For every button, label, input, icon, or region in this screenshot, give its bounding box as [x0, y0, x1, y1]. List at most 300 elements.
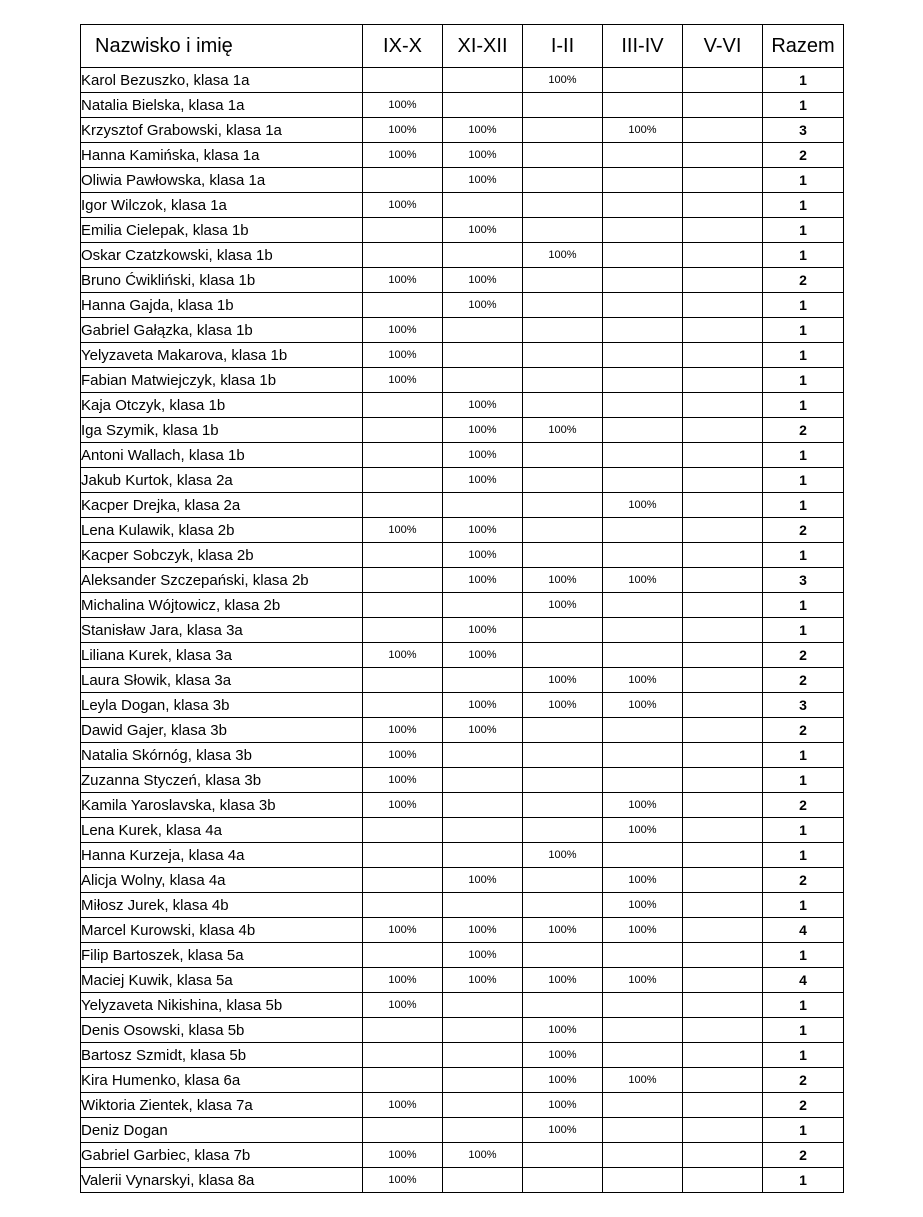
period-cell: 100%: [523, 1118, 603, 1143]
period-cell: [603, 293, 683, 318]
period-cell: [523, 493, 603, 518]
student-name-cell: Miłosz Jurek, klasa 4b: [81, 893, 363, 918]
period-cell: [523, 218, 603, 243]
period-cell: [683, 443, 763, 468]
table-row: [81, 1068, 844, 1093]
table-row: [81, 543, 844, 568]
table-row: [81, 893, 844, 918]
total-cell: 1: [763, 818, 844, 843]
total-cell: 1: [763, 893, 844, 918]
total-cell: 4: [763, 968, 844, 993]
period-cell: 100%: [363, 743, 443, 768]
period-cell: [683, 1093, 763, 1118]
total-cell: 2: [763, 1068, 844, 1093]
table-row: [81, 793, 844, 818]
period-cell: [443, 818, 523, 843]
period-cell: [363, 293, 443, 318]
total-cell: 2: [763, 718, 844, 743]
student-name-cell: Karol Bezuszko, klasa 1a: [81, 68, 363, 93]
period-cell: [603, 718, 683, 743]
period-cell: [363, 1018, 443, 1043]
period-cell: [443, 1018, 523, 1043]
period-cell: 100%: [443, 293, 523, 318]
period-cell: [603, 1143, 683, 1168]
table-row: [81, 668, 844, 693]
total-cell: 1: [763, 618, 844, 643]
total-cell: 2: [763, 793, 844, 818]
period-cell: 100%: [523, 1093, 603, 1118]
student-name-cell: Kacper Sobczyk, klasa 2b: [81, 543, 363, 568]
student-name-cell: Oskar Czatzkowski, klasa 1b: [81, 243, 363, 268]
period-cell: [683, 518, 763, 543]
period-cell: 100%: [523, 418, 603, 443]
period-cell: 100%: [443, 643, 523, 668]
period-cell: [603, 943, 683, 968]
student-name-cell: Hanna Kurzeja, klasa 4a: [81, 843, 363, 868]
header-row: [81, 25, 844, 68]
period-cell: 100%: [363, 718, 443, 743]
period-cell: [523, 818, 603, 843]
table-row: [81, 418, 844, 443]
total-cell: 1: [763, 293, 844, 318]
period-cell: [603, 168, 683, 193]
period-cell: 100%: [523, 1068, 603, 1093]
period-cell: [523, 143, 603, 168]
period-cell: [443, 68, 523, 93]
table-row: [81, 843, 844, 868]
student-name-cell: Natalia Bielska, klasa 1a: [81, 93, 363, 118]
period-cell: [523, 168, 603, 193]
period-cell: [683, 1118, 763, 1143]
total-cell: 1: [763, 1043, 844, 1068]
period-cell: [683, 143, 763, 168]
total-cell: 2: [763, 1093, 844, 1118]
period-cell: 100%: [363, 993, 443, 1018]
total-cell: 2: [763, 868, 844, 893]
period-cell: [443, 893, 523, 918]
period-cell: [363, 243, 443, 268]
period-cell: 100%: [363, 93, 443, 118]
period-cell: [363, 443, 443, 468]
table-row: [81, 993, 844, 1018]
header-v-vi: V-VI: [683, 25, 763, 68]
student-name-cell: Natalia Skórnóg, klasa 3b: [81, 743, 363, 768]
period-cell: [443, 1093, 523, 1118]
period-cell: 100%: [523, 843, 603, 868]
period-cell: [603, 993, 683, 1018]
period-cell: [603, 1018, 683, 1043]
table-row: [81, 293, 844, 318]
period-cell: [683, 818, 763, 843]
header-xi-xii: XI-XII: [443, 25, 523, 68]
period-cell: [363, 568, 443, 593]
period-cell: 100%: [363, 643, 443, 668]
period-cell: 100%: [363, 343, 443, 368]
period-cell: 100%: [363, 768, 443, 793]
table-row: [81, 343, 844, 368]
period-cell: 100%: [523, 918, 603, 943]
period-cell: [683, 368, 763, 393]
period-cell: [523, 893, 603, 918]
table-row: [81, 918, 844, 943]
period-cell: [683, 318, 763, 343]
period-cell: [523, 618, 603, 643]
student-name-cell: Michalina Wójtowicz, klasa 2b: [81, 593, 363, 618]
table-row: [81, 868, 844, 893]
period-cell: [443, 343, 523, 368]
period-cell: [603, 543, 683, 568]
period-cell: [683, 843, 763, 868]
table-row: [81, 768, 844, 793]
total-cell: 1: [763, 68, 844, 93]
period-cell: [683, 1018, 763, 1043]
table-row: [81, 1168, 844, 1193]
period-cell: [363, 543, 443, 568]
student-name-cell: Gabriel Gałązka, klasa 1b: [81, 318, 363, 343]
period-cell: 100%: [603, 693, 683, 718]
student-name-cell: Deniz Dogan: [81, 1118, 363, 1143]
period-cell: [443, 1043, 523, 1068]
period-cell: 100%: [523, 1018, 603, 1043]
period-cell: [363, 668, 443, 693]
table-row: [81, 943, 844, 968]
period-cell: 100%: [363, 793, 443, 818]
period-cell: [603, 318, 683, 343]
period-cell: [683, 418, 763, 443]
period-cell: [683, 768, 763, 793]
period-cell: [363, 893, 443, 918]
student-name-cell: Hanna Gajda, klasa 1b: [81, 293, 363, 318]
period-cell: [683, 268, 763, 293]
period-cell: [363, 843, 443, 868]
total-cell: 1: [763, 493, 844, 518]
header-name: Nazwisko i imię: [81, 25, 363, 68]
total-cell: 1: [763, 593, 844, 618]
period-cell: [683, 1143, 763, 1168]
table-row: [81, 268, 844, 293]
period-cell: [683, 868, 763, 893]
table-row: [81, 618, 844, 643]
total-cell: 1: [763, 393, 844, 418]
period-cell: 100%: [443, 943, 523, 968]
student-name-cell: Lena Kulawik, klasa 2b: [81, 518, 363, 543]
total-cell: 1: [763, 743, 844, 768]
period-cell: [683, 343, 763, 368]
period-cell: [603, 93, 683, 118]
period-cell: 100%: [443, 693, 523, 718]
period-cell: [443, 493, 523, 518]
period-cell: 100%: [603, 818, 683, 843]
period-cell: 100%: [363, 118, 443, 143]
period-cell: [683, 1043, 763, 1068]
period-cell: [683, 118, 763, 143]
period-cell: [443, 1168, 523, 1193]
student-name-cell: Valerii Vynarskyi, klasa 8a: [81, 1168, 363, 1193]
period-cell: [523, 793, 603, 818]
total-cell: 1: [763, 218, 844, 243]
table-row: [81, 143, 844, 168]
student-name-cell: Oliwia Pawłowska, klasa 1a: [81, 168, 363, 193]
period-cell: 100%: [443, 1143, 523, 1168]
student-name-cell: Yelyzaveta Nikishina, klasa 5b: [81, 993, 363, 1018]
total-cell: 2: [763, 1143, 844, 1168]
table-row: [81, 518, 844, 543]
period-cell: [683, 993, 763, 1018]
student-name-cell: Zuzanna Styczeń, klasa 3b: [81, 768, 363, 793]
student-name-cell: Wiktoria Zientek, klasa 7a: [81, 1093, 363, 1118]
student-name-cell: Yelyzaveta Makarova, klasa 1b: [81, 343, 363, 368]
period-cell: [523, 943, 603, 968]
period-cell: 100%: [443, 518, 523, 543]
period-cell: 100%: [363, 1093, 443, 1118]
period-cell: [603, 343, 683, 368]
total-cell: 4: [763, 918, 844, 943]
period-cell: [683, 168, 763, 193]
period-cell: 100%: [443, 918, 523, 943]
period-cell: 100%: [363, 318, 443, 343]
period-cell: 100%: [603, 893, 683, 918]
period-cell: [683, 643, 763, 668]
period-cell: [683, 493, 763, 518]
period-cell: [523, 293, 603, 318]
period-cell: 100%: [523, 668, 603, 693]
period-cell: 100%: [363, 368, 443, 393]
period-cell: [443, 93, 523, 118]
period-cell: 100%: [443, 118, 523, 143]
period-cell: [603, 143, 683, 168]
student-name-cell: Kaja Otczyk, klasa 1b: [81, 393, 363, 418]
period-cell: 100%: [363, 268, 443, 293]
period-cell: [683, 243, 763, 268]
period-cell: [683, 293, 763, 318]
table-row: [81, 368, 844, 393]
period-cell: [603, 618, 683, 643]
attendance-table: [80, 24, 844, 1193]
period-cell: 100%: [363, 1143, 443, 1168]
period-cell: [603, 418, 683, 443]
table-row: [81, 1093, 844, 1118]
student-name-cell: Iga Szymik, klasa 1b: [81, 418, 363, 443]
student-name-cell: Alicja Wolny, klasa 4a: [81, 868, 363, 893]
period-cell: [363, 468, 443, 493]
period-cell: [523, 518, 603, 543]
period-cell: [603, 393, 683, 418]
student-name-cell: Antoni Wallach, klasa 1b: [81, 443, 363, 468]
student-name-cell: Aleksander Szczepański, klasa 2b: [81, 568, 363, 593]
period-cell: [363, 218, 443, 243]
period-cell: 100%: [443, 393, 523, 418]
student-name-cell: Leyla Dogan, klasa 3b: [81, 693, 363, 718]
student-name-cell: Laura Słowik, klasa 3a: [81, 668, 363, 693]
total-cell: 1: [763, 1168, 844, 1193]
period-cell: [683, 693, 763, 718]
period-cell: [523, 868, 603, 893]
period-cell: [683, 718, 763, 743]
period-cell: 100%: [443, 968, 523, 993]
period-cell: [683, 543, 763, 568]
period-cell: 100%: [443, 468, 523, 493]
total-cell: 2: [763, 268, 844, 293]
period-cell: [683, 68, 763, 93]
student-name-cell: Jakub Kurtok, klasa 2a: [81, 468, 363, 493]
period-cell: 100%: [603, 568, 683, 593]
total-cell: 3: [763, 693, 844, 718]
student-name-cell: Liliana Kurek, klasa 3a: [81, 643, 363, 668]
period-cell: 100%: [363, 143, 443, 168]
period-cell: [523, 1143, 603, 1168]
period-cell: [523, 268, 603, 293]
period-cell: [603, 743, 683, 768]
total-cell: 1: [763, 1118, 844, 1143]
period-cell: [523, 468, 603, 493]
total-cell: 1: [763, 943, 844, 968]
period-cell: 100%: [603, 793, 683, 818]
total-cell: 1: [763, 368, 844, 393]
period-cell: 100%: [523, 1043, 603, 1068]
total-cell: 2: [763, 143, 844, 168]
period-cell: [363, 393, 443, 418]
period-cell: [523, 343, 603, 368]
period-cell: [363, 418, 443, 443]
period-cell: [443, 593, 523, 618]
period-cell: 100%: [443, 143, 523, 168]
period-cell: [363, 693, 443, 718]
total-cell: 2: [763, 518, 844, 543]
period-cell: [523, 393, 603, 418]
period-cell: [363, 168, 443, 193]
period-cell: [523, 543, 603, 568]
period-cell: [523, 443, 603, 468]
table-row: [81, 443, 844, 468]
total-cell: 1: [763, 243, 844, 268]
period-cell: [603, 843, 683, 868]
period-cell: 100%: [603, 918, 683, 943]
total-cell: 1: [763, 843, 844, 868]
period-cell: [683, 918, 763, 943]
table-row: [81, 1143, 844, 1168]
period-cell: [363, 593, 443, 618]
period-cell: [683, 668, 763, 693]
period-cell: [443, 193, 523, 218]
table-row: [81, 693, 844, 718]
period-cell: 100%: [443, 443, 523, 468]
total-cell: 1: [763, 443, 844, 468]
period-cell: [363, 818, 443, 843]
period-cell: [523, 743, 603, 768]
period-cell: 100%: [603, 668, 683, 693]
period-cell: [603, 268, 683, 293]
period-cell: 100%: [443, 868, 523, 893]
header-iii-iv: III-IV: [603, 25, 683, 68]
table-row: [81, 468, 844, 493]
period-cell: 100%: [603, 1068, 683, 1093]
total-cell: 1: [763, 193, 844, 218]
period-cell: [683, 968, 763, 993]
period-cell: [363, 868, 443, 893]
period-cell: [683, 468, 763, 493]
period-cell: [603, 1118, 683, 1143]
period-cell: 100%: [443, 718, 523, 743]
period-cell: [683, 93, 763, 118]
student-name-cell: Stanisław Jara, klasa 3a: [81, 618, 363, 643]
period-cell: 100%: [443, 268, 523, 293]
period-cell: [443, 318, 523, 343]
period-cell: [603, 368, 683, 393]
student-name-cell: Kira Humenko, klasa 6a: [81, 1068, 363, 1093]
table-row: [81, 193, 844, 218]
period-cell: [523, 368, 603, 393]
table-row: [81, 743, 844, 768]
table-row: [81, 718, 844, 743]
student-name-cell: Lena Kurek, klasa 4a: [81, 818, 363, 843]
period-cell: [603, 1093, 683, 1118]
period-cell: [443, 668, 523, 693]
period-cell: [523, 1168, 603, 1193]
student-name-cell: Marcel Kurowski, klasa 4b: [81, 918, 363, 943]
period-cell: [603, 1043, 683, 1068]
period-cell: [363, 943, 443, 968]
period-cell: [363, 493, 443, 518]
table-row: [81, 493, 844, 518]
total-cell: 1: [763, 993, 844, 1018]
period-cell: 100%: [523, 593, 603, 618]
period-cell: 100%: [603, 493, 683, 518]
period-cell: [443, 768, 523, 793]
period-cell: [523, 318, 603, 343]
period-cell: [603, 443, 683, 468]
student-name-cell: Kacper Drejka, klasa 2a: [81, 493, 363, 518]
student-name-cell: Emilia Cielepak, klasa 1b: [81, 218, 363, 243]
period-cell: [683, 193, 763, 218]
period-cell: [603, 518, 683, 543]
table-row: [81, 1043, 844, 1068]
period-cell: [603, 468, 683, 493]
total-cell: 1: [763, 768, 844, 793]
period-cell: [683, 1168, 763, 1193]
period-cell: [683, 618, 763, 643]
period-cell: [363, 1043, 443, 1068]
total-cell: 1: [763, 93, 844, 118]
period-cell: 100%: [603, 118, 683, 143]
period-cell: [603, 243, 683, 268]
period-cell: [363, 68, 443, 93]
period-cell: [683, 743, 763, 768]
total-cell: 1: [763, 1018, 844, 1043]
period-cell: 100%: [443, 168, 523, 193]
period-cell: [443, 993, 523, 1018]
period-cell: [683, 568, 763, 593]
period-cell: 100%: [603, 968, 683, 993]
period-cell: [523, 643, 603, 668]
period-cell: [363, 1118, 443, 1143]
period-cell: 100%: [523, 968, 603, 993]
student-name-cell: Denis Osowski, klasa 5b: [81, 1018, 363, 1043]
table-row: [81, 318, 844, 343]
period-cell: 100%: [363, 968, 443, 993]
table-row: [81, 118, 844, 143]
student-name-cell: Hanna Kamińska, klasa 1a: [81, 143, 363, 168]
period-cell: 100%: [443, 618, 523, 643]
table-row: [81, 643, 844, 668]
period-cell: 100%: [443, 218, 523, 243]
table-row: [81, 568, 844, 593]
period-cell: [443, 243, 523, 268]
period-cell: [603, 68, 683, 93]
period-cell: [683, 1068, 763, 1093]
table-row: [81, 68, 844, 93]
period-cell: 100%: [603, 868, 683, 893]
header-ix-x: IX-X: [363, 25, 443, 68]
